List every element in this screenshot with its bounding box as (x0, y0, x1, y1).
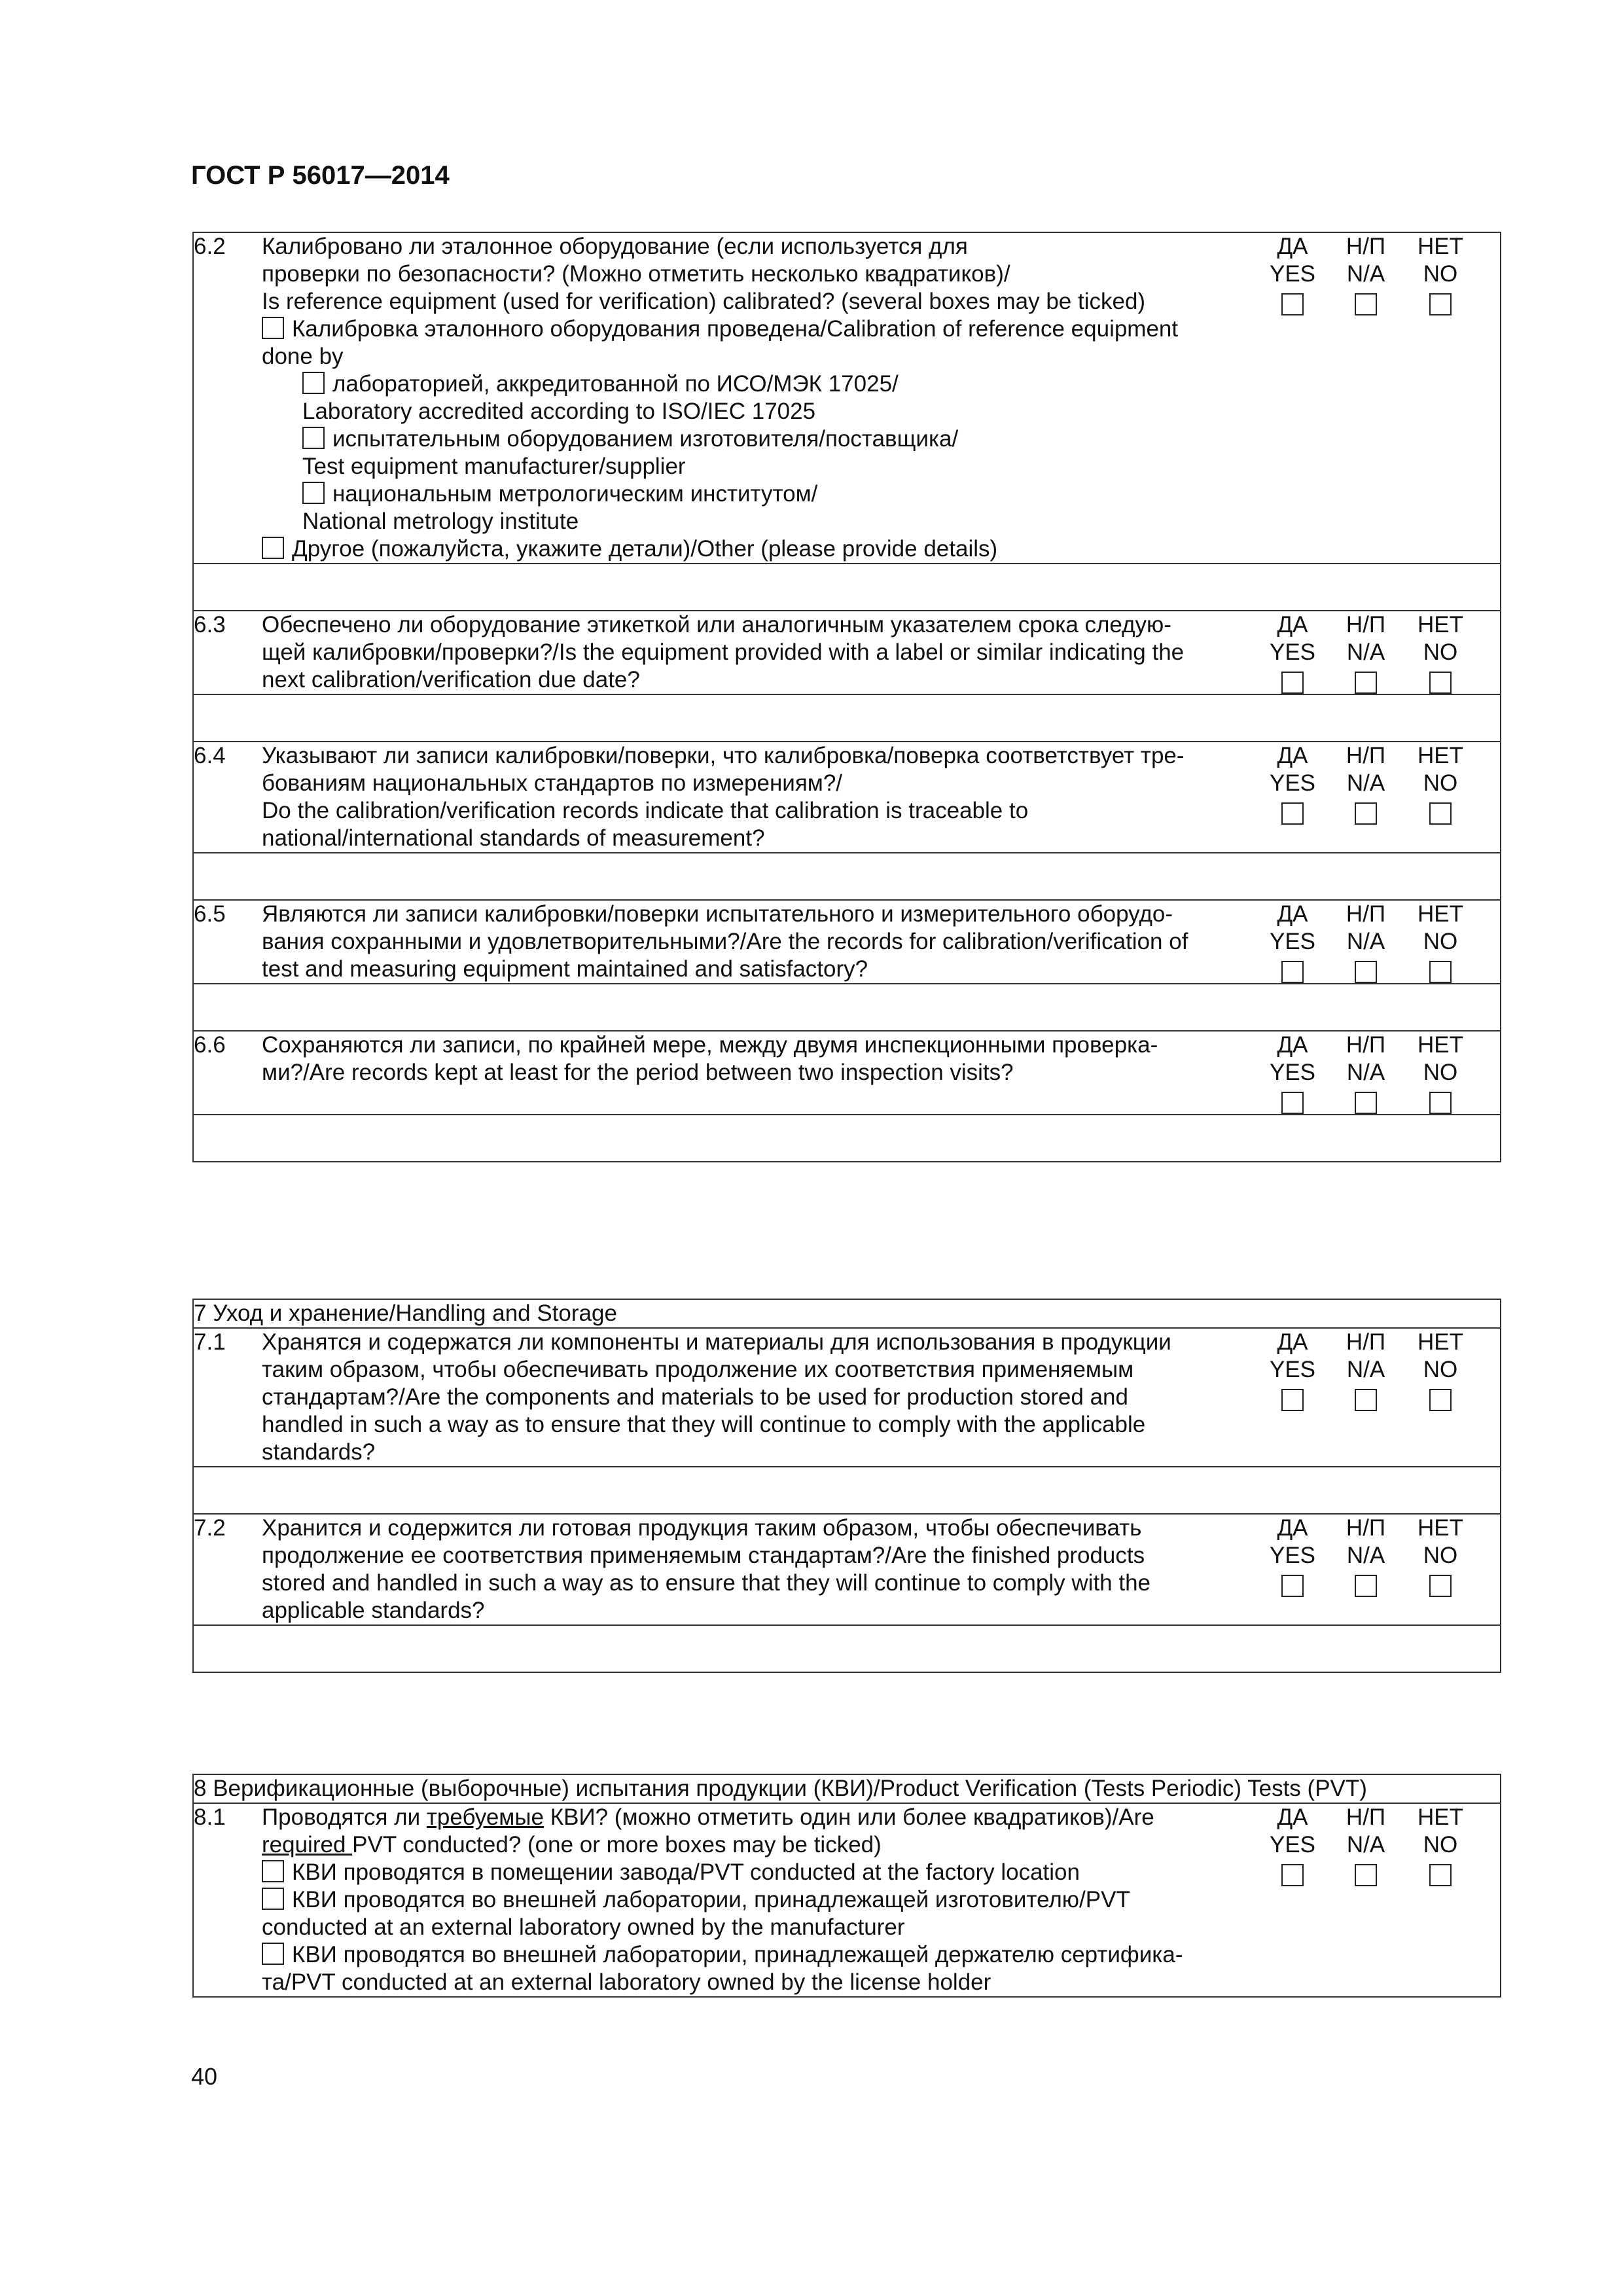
comment-field-6-5[interactable] (193, 984, 1501, 1031)
no-checkbox[interactable] (1429, 672, 1452, 694)
comment-field-6-6[interactable] (193, 1115, 1501, 1162)
question-text: Хранятся и содержатся ли компоненты и материалы для использования в продукции таким образом, чтобы обеспечивать продолжение их соответствия применяемым стандартам?/Are the components and materials to be used for production stored and handled in such a way as to ensure that they will continue to comply with the applicable standards? (262, 1329, 1171, 1465)
option-manufacturer-lab: КВИ проводятся во внешней лаборатории, принадлежащей изготовителю/PVT (262, 1886, 1257, 1914)
page-number: 40 (191, 2063, 218, 2090)
document-header-title: ГОСТ Р 56017—2014 (191, 161, 450, 190)
question-row-7-2 (193, 1514, 1501, 1625)
answer-na: Н/П N/A (1330, 901, 1402, 983)
question-number: 6.2 (194, 234, 226, 259)
answer-no: НЕТ NO (1404, 901, 1476, 983)
answer-yes: ДА YES (1257, 1031, 1329, 1114)
question-row-6-2 (193, 232, 1501, 564)
answer-yes: ДА YES (1257, 901, 1329, 983)
question-text: Являются ли записи калибровки/поверки испытательного и измерительного оборудо- вания сохранными и удовлетворительными?/Are the records for calibration/verification of test and measuring equipment maintained and satisfactory? (262, 901, 1188, 982)
answer-na: Н/П N/A (1330, 1515, 1402, 1597)
no-checkbox[interactable] (1429, 1092, 1452, 1114)
answer-yes: ДА YES (1257, 611, 1329, 694)
no-checkbox[interactable] (1429, 1864, 1452, 1886)
no-checkbox[interactable] (1429, 802, 1452, 825)
checkbox[interactable] (262, 1860, 284, 1882)
yes-checkbox[interactable] (1281, 1389, 1304, 1411)
checkbox[interactable] (262, 537, 284, 559)
answer-options (1257, 233, 1484, 315)
yes-checkbox[interactable] (1281, 293, 1304, 315)
yes-checkbox[interactable] (1281, 672, 1304, 694)
comment-field-6-2[interactable] (193, 564, 1501, 611)
answer-na: Н/П N/A (1330, 742, 1402, 825)
answer-na: Н/П N/A (1330, 611, 1402, 694)
answer-no: НЕТ NO (1404, 1031, 1476, 1114)
section-7-table (192, 1299, 1501, 1673)
section-6-table (192, 232, 1501, 1162)
option-national-metrology: национальным метрологическим институтом/ (262, 480, 1257, 508)
question-number: 6.6 (194, 1032, 226, 1058)
section-7-title: 7 Уход и хранение/Handling and Storage (193, 1299, 1501, 1328)
yes-checkbox[interactable] (1281, 802, 1304, 825)
na-checkbox[interactable] (1355, 293, 1377, 315)
checkbox[interactable] (262, 317, 284, 339)
question-text: Сохраняются ли записи, по крайней мере, между двумя инспекционными проверка- ми?/Are records kept at least for the period between two inspection visits? (262, 1032, 1158, 1085)
answer-options (1257, 901, 1484, 983)
question-row-6-6 (193, 1031, 1501, 1115)
yes-checkbox[interactable] (1281, 1092, 1304, 1114)
checkbox[interactable] (302, 427, 325, 449)
no-checkbox[interactable] (1429, 961, 1452, 983)
comment-field-7-1[interactable] (193, 1467, 1501, 1514)
na-checkbox[interactable] (1355, 1389, 1377, 1411)
no-checkbox[interactable] (1429, 1389, 1452, 1411)
question-number: 7.2 (194, 1515, 226, 1541)
answer-no: НЕТ NO (1404, 1515, 1476, 1597)
na-checkbox[interactable] (1355, 1864, 1377, 1886)
checkbox[interactable] (262, 1888, 284, 1910)
na-checkbox[interactable] (1355, 672, 1377, 694)
answer-na: Н/П N/A (1330, 1329, 1402, 1411)
answer-yes: ДА YES (1257, 1515, 1329, 1597)
na-checkbox[interactable] (1355, 1575, 1377, 1597)
answer-no: НЕТ NO (1404, 1804, 1476, 1886)
option-other: Другое (пожалуйста, укажите детали)/Other (please provide details) (262, 535, 1257, 563)
yes-checkbox[interactable] (1281, 1575, 1304, 1597)
answer-yes: ДА YES (1257, 742, 1329, 825)
option-license-holder-lab: КВИ проводятся во внешней лаборатории, принадлежащей держателю сертифика- (262, 1941, 1257, 1969)
section-8-table (192, 1774, 1501, 1998)
no-checkbox[interactable] (1429, 1575, 1452, 1597)
answer-options (1257, 1804, 1484, 1886)
answer-na: Н/П N/A (1330, 233, 1402, 315)
question-number: 6.4 (194, 743, 226, 768)
checkbox[interactable] (302, 372, 325, 394)
question-row-7-1 (193, 1328, 1501, 1467)
answer-no: НЕТ NO (1404, 233, 1476, 315)
answer-options (1257, 1031, 1484, 1114)
answer-na: Н/П N/A (1330, 1804, 1402, 1886)
option-factory-location: КВИ проводятся в помещении завода/PVT conducted at the factory location (262, 1859, 1257, 1886)
question-number: 7.1 (194, 1329, 226, 1355)
answer-na: Н/П N/A (1330, 1031, 1402, 1114)
answer-options (1257, 1515, 1484, 1597)
answer-yes: ДА YES (1257, 233, 1329, 315)
answer-options (1257, 742, 1484, 825)
question-text: Обеспечено ли оборудование этикеткой или аналогичным указателем срока следую- щей калибровки/проверки?/Is the equipment provided with a label or similar indicating the next calibration/verification due date? (262, 612, 1185, 692)
answer-no: НЕТ NO (1404, 1329, 1476, 1411)
option-calibration-done-by: Калибровка эталонного оборудования проведена/Calibration of reference equipment (262, 315, 1257, 343)
question-row-8-1 (193, 1803, 1501, 1997)
na-checkbox[interactable] (1355, 802, 1377, 825)
option-accredited-lab: лабораторией, аккредитованной по ИСО/МЭК 17025/ (262, 370, 1257, 398)
comment-field-6-4[interactable] (193, 853, 1501, 900)
answer-no: НЕТ NO (1404, 742, 1476, 825)
answer-yes: ДА YES (1257, 1329, 1329, 1411)
question-text: Калибровано ли эталонное оборудование (если используется для проверки по безопасности? (Можно отметить несколько квадратиков)/ Is reference equipment (used for verification) calibrated? (several boxes may be ticked) Калибровка эталонного оборудования проведена/Calibration of reference equipment done by лабораторией, аккредитованной по ИСО/МЭК 17025/ Laboratory accredited according to ISO/IEC 17025 испытательным оборудованием изготовителя/поставщика/ Test equipment manufacturer/supplier национальным метрологическим институтом/ National metrology institute Другое (пожалуйста, укажите детали)/Other (please provide details) (262, 233, 1257, 563)
na-checkbox[interactable] (1355, 961, 1377, 983)
question-row-6-5 (193, 900, 1501, 984)
na-checkbox[interactable] (1355, 1092, 1377, 1114)
question-text: Проводятся ли требуемые КВИ? (можно отметить один или более квадратиков)/Are required PVT conducted? (one or more boxes may be ticked) КВИ проводятся в помещении завода/PVT conducted at the factory location КВИ проводятся во внешней лаборатории, принадлежащей изготовителю/PVT conducted at an external laboratory owned by the manufacturer КВИ проводятся во внешней лаборатории, принадлежащей держателю сертифика- та/PVT conducted at an external laboratory owned by the license holder (262, 1804, 1257, 1996)
answer-options (1257, 611, 1484, 694)
question-number: 6.3 (194, 612, 226, 637)
answer-no: НЕТ NO (1404, 611, 1476, 694)
question-row-6-4 (193, 742, 1501, 853)
option-manufacturer-equipment: испытательным оборудованием изготовителя/поставщика/ (262, 425, 1257, 453)
answer-yes: ДА YES (1257, 1804, 1329, 1886)
answer-options (1257, 1329, 1484, 1411)
question-number: 6.5 (194, 901, 226, 927)
checkbox[interactable] (262, 1943, 284, 1965)
question-text: Хранится и содержится ли готовая продукция таким образом, чтобы обеспечивать продолжение ее соответствия применяемым стандартам?/Are the finished products stored and handled in such a way as to ensure that they will continue to comply with the applicable standards? (262, 1515, 1151, 1623)
comment-field-6-3[interactable] (193, 694, 1501, 742)
comment-field-7-2[interactable] (193, 1625, 1501, 1672)
question-number: 8.1 (194, 1804, 226, 1830)
question-text: Указывают ли записи калибровки/поверки, что калибровка/поверка соответствует тре- бованиям национальных стандартов по измерениям?/ Do the calibration/verification records indicate that calibration is traceable to national/international standards of measurement? (262, 743, 1185, 851)
section-8-title: 8 Верификационные (выборочные) испытания продукции (КВИ)/Product Verification (Tests Periodic) Tests (PVT) (193, 1774, 1501, 1803)
no-checkbox[interactable] (1429, 293, 1452, 315)
checkbox[interactable] (302, 482, 325, 504)
yes-checkbox[interactable] (1281, 1864, 1304, 1886)
yes-checkbox[interactable] (1281, 961, 1304, 983)
question-row-6-3 (193, 611, 1501, 694)
